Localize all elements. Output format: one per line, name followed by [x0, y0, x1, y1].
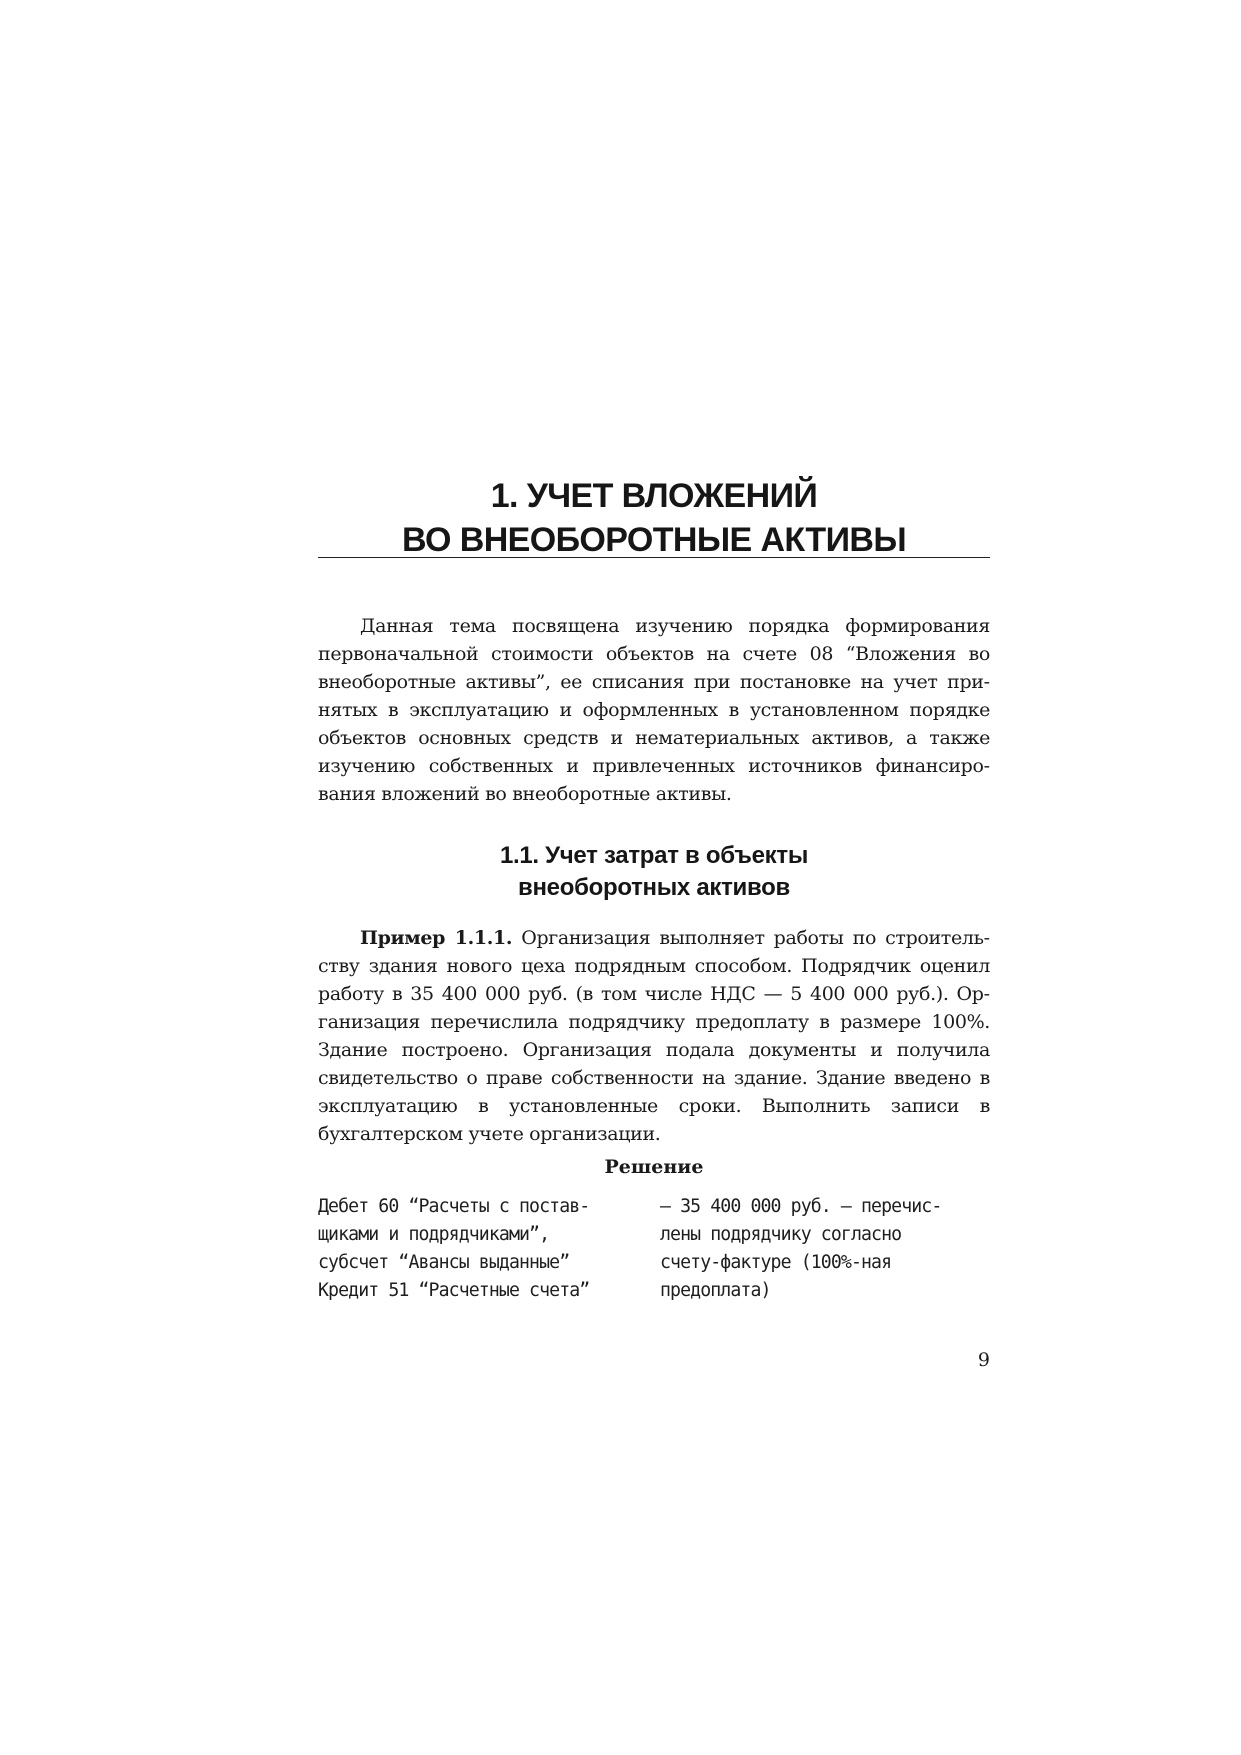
entry-description-line: лены подрядчику согласно	[660, 1224, 902, 1245]
section-title-line-1: 1.1. Учет затрат в объекты	[499, 842, 809, 869]
chapter-title	[318, 474, 990, 562]
chapter-title-line-1: 1. УЧЕТ ВЛОЖЕНИЙ	[490, 477, 818, 515]
example-text: Организация выполняет работы по строительству здания нового цеха подрядным способом. Подрядчик оценил работу в 35 400 000 руб. (в том числе НДС — 5 400 000 руб.). Организация перечислила подрядчику предоплату в размере 100%. Здание построено. Организация подала документы и получила свидетельство о праве собственности на здание. Здание введено в эксплуатацию в установленные сроки. Выполнить записи в бухгалтерском учете организации.	[318, 927, 990, 1145]
section-title	[318, 840, 990, 904]
solution-heading: Решение	[604, 1156, 704, 1178]
chapter-divider	[318, 557, 990, 558]
entry-accounts-line: Кредит 51 “Расчетные счета”	[318, 1280, 590, 1301]
entry-accounts-line: субсчет “Авансы выданные”	[318, 1252, 570, 1273]
entry-accounts-line: Дебет 60 “Расчеты с постав-	[318, 1196, 590, 1217]
entry-accounts	[318, 1193, 638, 1305]
intro-paragraph: Данная тема посвящена изучению порядка формирования первоначальной стоимости объектов на счете 08 “Вложения во внеоборотные активы”, ее списания при постановке на учет принятых в эксплуатацию и оформленных в установленном порядке объектов основных средств и нематериальных активов, а также изучению собственных и привлеченных источников финансирования вложений во внеоборотные активы.	[318, 615, 990, 805]
entry-accounts-line: щиками и подрядчиками”,	[318, 1224, 550, 1245]
entry-description-line: — 35 400 000 руб. — перечис-	[660, 1196, 942, 1217]
entry-description-line: счету-фактуре (100%-ная	[660, 1252, 892, 1273]
page-number: 9	[977, 1349, 990, 1371]
chapter-title-line-2: ВО ВНЕОБОРОТНЫЕ АКТИВЫ	[401, 521, 907, 559]
example-label: Пример 1.1.1.	[360, 927, 513, 949]
section-title-line-2: внеоборотных активов	[518, 874, 790, 901]
example-paragraph	[318, 924, 990, 1148]
entry-description-line: предоплата)	[660, 1280, 771, 1301]
entry-description	[660, 1193, 990, 1305]
